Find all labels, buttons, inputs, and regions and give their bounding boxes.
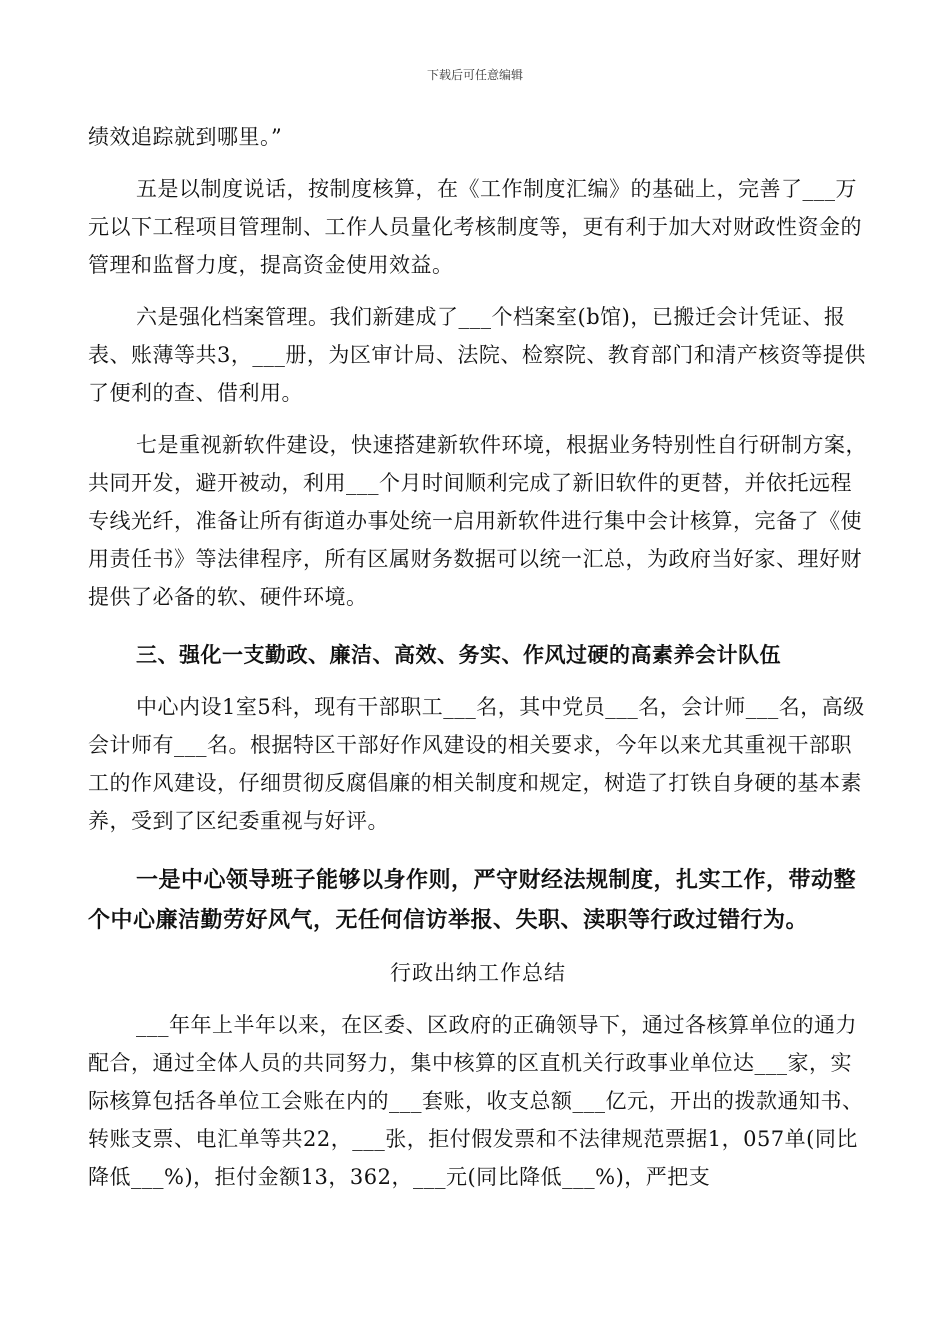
paragraph-item-6: 六是强化档案管理。我们新建成了___个档案室(b馆)，已搬迁会计凭证、报表、账薄等共3，___册，为区审计局、法院、检察院、教育部门和清产核资等提供了便利的查、借利用。 [88, 305, 866, 405]
paragraph-item-5: 五是以制度说话，按制度核算，在《工作制度汇编》的基础上，完善了___万元以下工程项目管理制、工作人员量化考核制度等，更有利于加大对财政性资金的管理和监督力度，提高资金使用效益。 [88, 177, 862, 277]
document-title: 行政出纳工作总结 [390, 961, 566, 985]
paragraph-staff: 中心内设1室5科，现有干部职工___名，其中党员___名，会计师___名，高级会计师有___名。根据特区干部好作风建设的相关要求，今年以来尤其重视干部职工的作风建设，仔细贯彻反腐倡廉的相关制度和规定，树造了打铁自身硬的基本素养，受到了区纪委重视与好评。 [88, 695, 865, 833]
page-header: 下载后可任意编辑 [426, 68, 523, 82]
paragraph-summary: ___年年上半年以来，在区委、区政府的正确领导下，通过各核算单位的通力配合，通过全体人员的共同努力，集中核算的区直机关行政事业单位达___家，实际核算包括各单位工会账在内的___套账，收支总额___亿元，开出的拨款通知书、转账支票、电汇单等共22，___张，拒付假发票和不法律规范票据1，057单(同比降低___%)，拒付金额13，362，___元(同比降低___%)，严把支 [88, 1013, 864, 1189]
document-body [88, 118, 868, 1196]
paragraph-continuation: 绩效追踪就到哪里。” [88, 125, 283, 149]
paragraph-bold-leadership: 一是中心领导班子能够以身作则，严守财经法规制度，扎实工作，带动整个中心廉洁勤劳好风气，无任何信访举报、失职、渎职等行政过错行为。 [88, 867, 857, 933]
paragraph-item-7: 七是重视新软件建设，快速搭建新软件环境，根据业务特别性自行研制方案，共同开发，避开被动，利用___个月时间顺利完成了新旧软件的更替，并依托远程专线光纤，准备让所有街道办事处统一启用新软件进行集中会计核算，完备了《使用责任书》等法律程序，所有区属财务数据可以统一汇总，为政府当好家、理好财提供了必备的软、硬件环境。 [88, 433, 867, 609]
section-heading-3: 三、强化一支勤政、廉洁、高效、务实、作风过硬的高素养会计队伍 [136, 642, 781, 667]
